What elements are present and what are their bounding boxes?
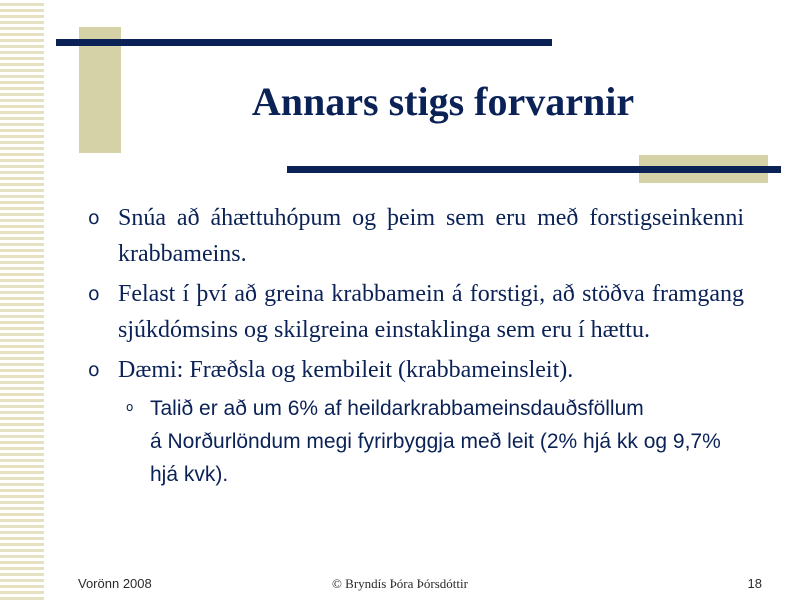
- slide-title: Annars stigs forvarnir: [251, 79, 635, 124]
- footer-page-number: 18: [747, 576, 762, 591]
- bullet-marker-icon: o: [88, 283, 100, 305]
- sub-bullet-marker-icon: o: [126, 400, 134, 414]
- sub-bullet-text-line-2: á Norðurlöndum megi fyrirbyggja með leit (2% hjá kk og 9,7% hjá kvk).: [150, 430, 721, 486]
- footer-semester: Vorönn 2008: [78, 576, 152, 591]
- slide-body: [86, 200, 744, 491]
- bullet-text: Felast í því að greina krabbamein á forstigi, að stöðva framgang sjúkdómsins og skilgreina einstaklinga sem eru í hættu.: [118, 281, 744, 343]
- bullet-item: [86, 352, 744, 388]
- title-bottom-rule: [287, 166, 781, 173]
- title-top-rule: [56, 39, 552, 46]
- bullet-marker-icon: o: [88, 359, 100, 381]
- footer-author: © Bryndís Þóra Þórsdóttir: [332, 576, 468, 591]
- sub-bullet-item: [86, 392, 744, 491]
- bullet-text: Snúa að áhættuhópum og þeim sem eru með forstigseinkenni krabbameins.: [118, 205, 744, 267]
- sub-bullet-text-line-1: Talið er að um 6% af heildarkrabbameinsdauðsföllum: [150, 397, 644, 420]
- bullet-item: [86, 200, 744, 272]
- bullet-item: [86, 276, 744, 348]
- bullet-text: Dæmi: Fræðsla og kembileit (krabbameinsleit).: [118, 357, 574, 383]
- bullet-marker-icon: o: [88, 207, 100, 229]
- left-stripe-decoration: [0, 0, 44, 600]
